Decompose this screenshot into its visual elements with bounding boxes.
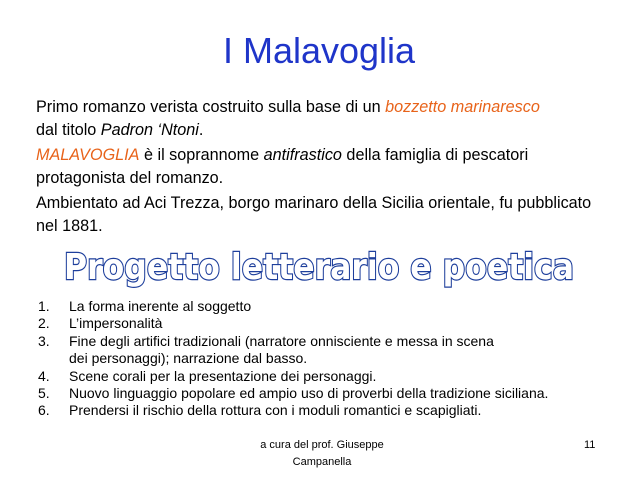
paragraph-1 — [36, 96, 616, 142]
list-item-text: Prendersi il rischio della rottura con i moduli romantici e scapigliati. — [69, 402, 482, 419]
p1-highlight-bozzetto: bozzetto marinaresco — [385, 98, 540, 116]
p1-title-padron-ntoni: Padron ‘Ntoni — [100, 121, 199, 139]
list-item-text: La forma inerente al soggetto — [69, 298, 252, 314]
footer-author-line-1: a cura del prof. Giuseppe — [260, 439, 384, 451]
list-item-number: 3. — [38, 332, 50, 349]
list-item-number: 4. — [38, 367, 50, 384]
p2-text-b: è il soprannome — [139, 146, 264, 164]
list-item — [38, 333, 633, 368]
list-item — [38, 315, 633, 332]
list-item-text: Fine degli artifici tradizionali (narratore onnisciente e messa in scena — [69, 332, 494, 349]
wordart-banner — [0, 238, 638, 294]
list-item-number: 6. — [38, 402, 50, 419]
list-item-number: 5. — [38, 385, 50, 402]
page-number: 11 — [584, 439, 596, 451]
wordart-text: Progetto letterario e poetica — [64, 247, 574, 288]
list-item-number: 1. — [38, 298, 50, 314]
p2-text-d: della famiglia di pescatori protagonista del romanzo. — [36, 146, 529, 187]
numbered-list — [38, 298, 633, 420]
paragraph-2 — [36, 144, 616, 190]
footer-author — [222, 437, 422, 471]
footer-author-line-2: Campanella — [292, 456, 352, 468]
p1-text-c: dal titolo — [36, 121, 101, 139]
list-item-number: 2. — [38, 315, 50, 332]
p1-text-a: Primo romanzo verista costruito sulla base di un — [36, 98, 386, 116]
list-item — [38, 385, 633, 402]
list-item — [38, 368, 633, 385]
list-item-text: Nuovo linguaggio popolare ed ampio uso di proverbi della tradizione siciliana. — [69, 385, 549, 402]
paragraph-3: Ambientato ad Aci Trezza, borgo marinaro della Sicilia orientale, fu pubblicato nel 1881. — [36, 194, 592, 235]
wordart-svg — [0, 238, 638, 294]
intro-paragraphs — [36, 96, 616, 240]
p1-text-e: . — [198, 121, 204, 139]
list-item-text: L’impersonalità — [69, 315, 163, 332]
list-item-text: Scene corali per la presentazione dei personaggi. — [69, 367, 377, 384]
list-item — [38, 402, 633, 419]
slide-title: I Malavoglia — [222, 30, 416, 71]
list-item-continuation: dei personaggi); narrazione dal basso. — [69, 350, 308, 367]
p2-highlight-malavoglia: MALAVOGLIA — [36, 146, 140, 164]
list-item — [38, 298, 633, 315]
p2-italic-antifrastico: antifrastico — [263, 146, 342, 164]
